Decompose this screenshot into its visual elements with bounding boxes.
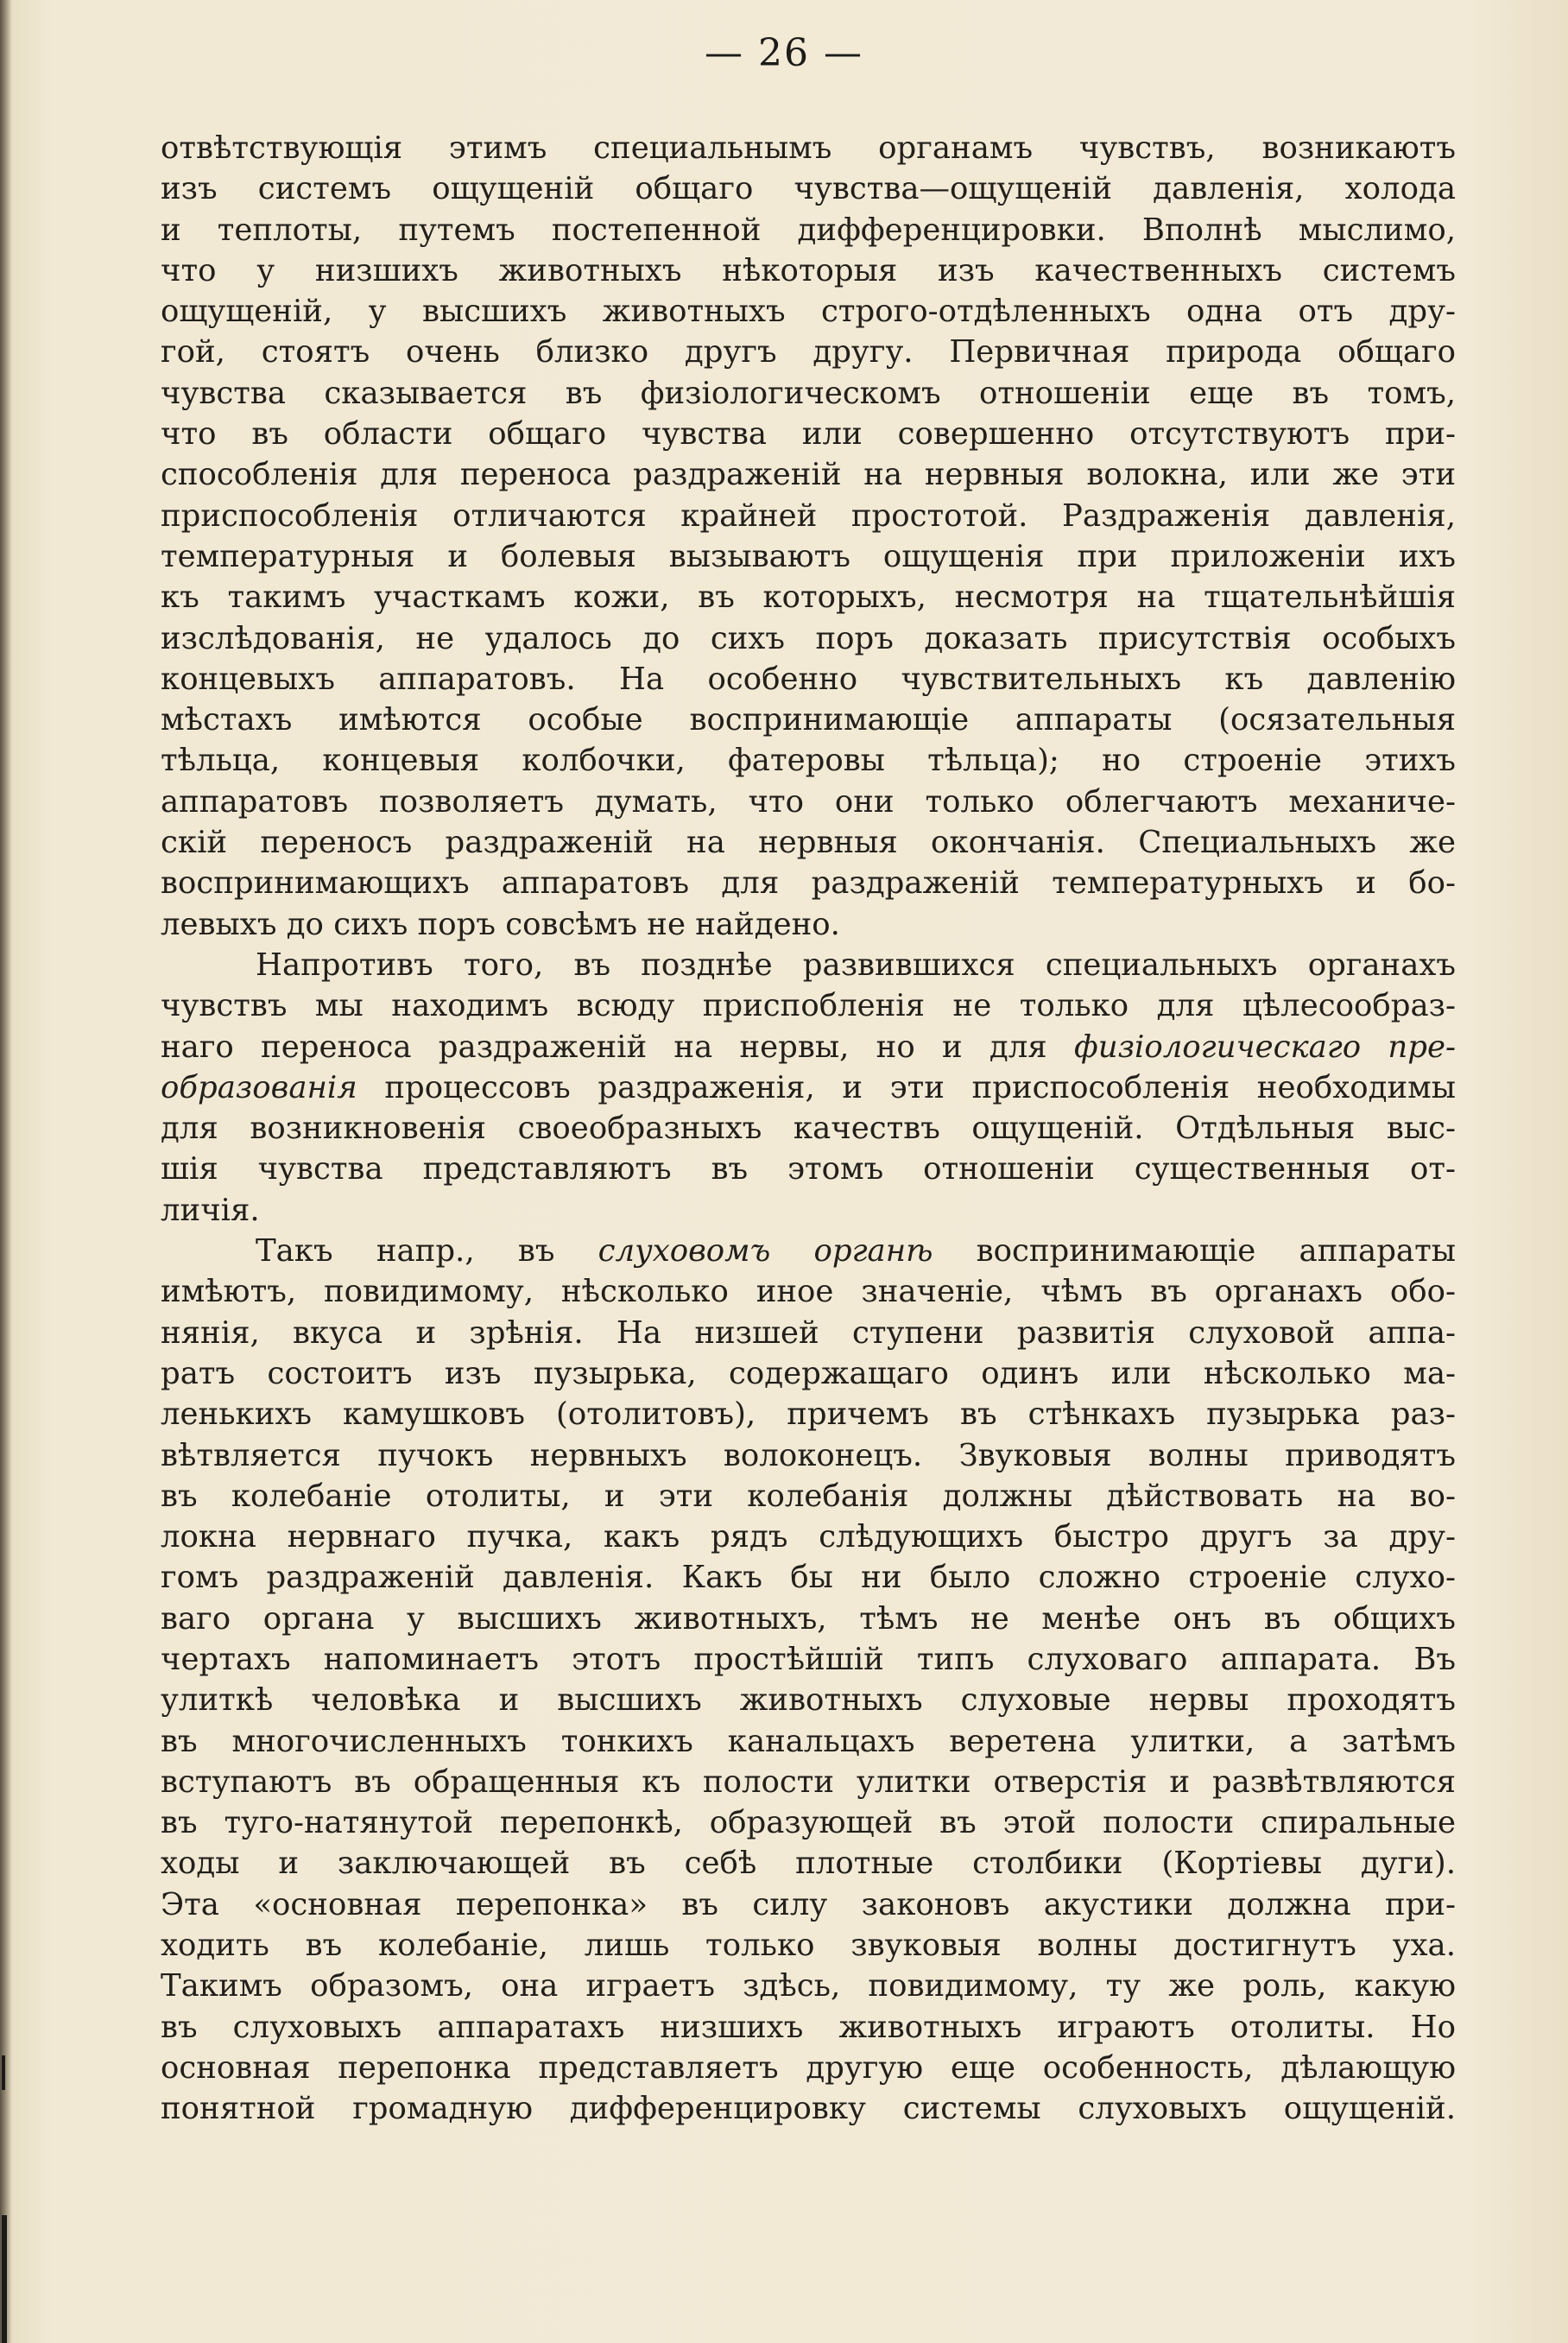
text-line: улиткѣ человѣка и высшихъ животныхъ слуховые нервы проходятъ bbox=[161, 1682, 1456, 1719]
body-text bbox=[161, 128, 1456, 2130]
binding-edge-mark bbox=[2, 2055, 5, 2090]
text-segment: Такъ напр., въ bbox=[256, 1233, 555, 1270]
text-line: въ многочисленныхъ тонкихъ канальцахъ веретена улитки, а затѣмъ bbox=[161, 1723, 1456, 1759]
text-line: шія чувства представляютъ въ этомъ отношеніи существенныя от- bbox=[161, 1151, 1456, 1187]
text-line: что въ области общаго чувства или совершенно отсутствуютъ при- bbox=[161, 416, 1456, 453]
text-line: вѣтвляется пучокъ нервныхъ волоконецъ. Звуковыя волны приводятъ bbox=[161, 1437, 1456, 1473]
text-line: концевыхъ аппаратовъ. На особенно чувствительныхъ къ давленію bbox=[161, 661, 1456, 697]
text-line: мѣстахъ имѣются особые воспринимающіе аппараты (осязательныя bbox=[161, 702, 1456, 738]
text-line: чертахъ напоминаетъ этотъ простѣйшій типъ слуховаго аппарата. Въ bbox=[161, 1641, 1456, 1677]
text-line: способленія для переноса раздраженій на нервныя волокна, или же эти bbox=[161, 457, 1456, 493]
text-line: понятной громадную дифференцировку системы слуховыхъ ощущеній. bbox=[161, 2091, 1456, 2127]
text-line: Напротивъ того, въ позднѣе развившихся специальныхъ органахъ bbox=[256, 947, 1456, 983]
text-line: левыхъ до сихъ поръ совсѣмъ не найдено. bbox=[161, 906, 840, 942]
text-line: Эта «основная перепонка» въ силу законовъ акустики должна при- bbox=[161, 1886, 1456, 1922]
text-line: гомъ раздраженій давленія. Какъ бы ни было сложно строеніе слухо- bbox=[161, 1560, 1456, 1596]
text-line bbox=[161, 1231, 1456, 1271]
page-number: — 26 — bbox=[705, 31, 863, 75]
text-line: отвѣтствующія этимъ специальнымъ органамъ чувствъ, возникаютъ bbox=[161, 130, 1456, 166]
text-line: приспособленія отличаются крайней простотой. Раздраженія давленія, bbox=[161, 497, 1456, 534]
text-line bbox=[161, 1027, 1456, 1067]
text-line: вступаютъ въ обращенныя къ полости улитки отверстія и развѣтвляются bbox=[161, 1764, 1456, 1800]
italic-phrase: образованія bbox=[161, 1069, 357, 1105]
text-line: въ туго-натянутой перепонкѣ, образующей въ этой полости спиральные bbox=[161, 1805, 1456, 1841]
text-line: температурныя и болевыя вызываютъ ощущенія при приложеніи ихъ bbox=[161, 538, 1456, 574]
binding-edge-shadow bbox=[0, 0, 12, 2343]
text-line: Такимъ образомъ, она играетъ здѣсь, повидимому, ту же роль, какую bbox=[161, 1968, 1456, 2004]
text-line: чувства сказывается въ физіологическомъ отношеніи еще въ томъ, bbox=[161, 375, 1456, 411]
text-line: изслѣдованія, не удалось до сихъ поръ доказать присутствія особыхъ bbox=[161, 620, 1456, 656]
text-line bbox=[161, 1067, 1456, 1108]
binding-edge-mark bbox=[2, 2215, 7, 2343]
text-line: ленькихъ камушковъ (отолитовъ), причемъ въ стѣнкахъ пузырька раз- bbox=[161, 1396, 1456, 1433]
text-line: аппаратовъ позволяетъ думать, что они только облегчаютъ механиче- bbox=[161, 783, 1456, 820]
text-line: что у низшихъ животныхъ нѣкоторыя изъ качественныхъ системъ bbox=[161, 252, 1456, 288]
italic-phrase: слуховомъ органѣ bbox=[597, 1233, 933, 1270]
text-line: скій переносъ раздраженій на нервныя окончанія. Специальныхъ же bbox=[161, 825, 1456, 861]
text-segment: воспринимающіе аппараты bbox=[976, 1233, 1456, 1270]
text-line: къ такимъ участкамъ кожи, въ которыхъ, несмотря на тщательнѣйшія bbox=[161, 579, 1456, 616]
text-line: нянія, вкуса и зрѣнія. На низшей ступени развитія слуховой аппа- bbox=[161, 1314, 1456, 1351]
text-line: гой, стоятъ очень близко другъ другу. Первичная природа общаго bbox=[161, 334, 1456, 370]
text-line: ваго органа у высшихъ животныхъ, тѣмъ не менѣе онъ въ общихъ bbox=[161, 1600, 1456, 1637]
text-line: основная перепонка представляетъ другую еще особенность, дѣлающую bbox=[161, 2049, 1456, 2086]
text-line: ходы и заключающей въ себѣ плотные столбики (Кортіевы дуги). bbox=[161, 1846, 1456, 1882]
text-line: личія. bbox=[161, 1192, 260, 1228]
text-line: чувствъ мы находимъ всюду приспобленія не только для цѣлесообраз- bbox=[161, 988, 1456, 1024]
text-line: локна нервнаго пучка, какъ рядъ слѣдующихъ быстро другъ за дру- bbox=[161, 1519, 1456, 1555]
text-segment: наго переноса раздраженій на нервы, но и для bbox=[161, 1029, 1047, 1065]
text-line: ощущеній, у высшихъ животныхъ строго-отдѣленныхъ одна отъ дру- bbox=[161, 294, 1456, 330]
text-line: имѣютъ, повидимому, нѣсколько иное значеніе, чѣмъ въ органахъ обо- bbox=[161, 1274, 1456, 1310]
text-line: въ слуховыхъ аппаратахъ низшихъ животныхъ играютъ отолиты. Но bbox=[161, 2009, 1456, 2045]
text-line: въ колебаніе отолиты, и эти колебанія должны дѣйствовать на во- bbox=[161, 1478, 1456, 1514]
text-line: тѣльца, концевыя колбочки, фатеровы тѣльца); но строеніе этихъ bbox=[161, 743, 1456, 779]
text-line: ходить въ колебаніе, лишь только звуковыя волны достигнутъ уха. bbox=[161, 1928, 1456, 1964]
text-line: изъ системъ ощущеній общаго чувства—ощущеній давленія, холода bbox=[161, 171, 1456, 207]
text-line: ратъ состоитъ изъ пузырька, содержащаго одинъ или нѣсколько ма- bbox=[161, 1355, 1456, 1391]
text-line: воспринимающихъ аппаратовъ для раздраженій температурныхъ и бо- bbox=[161, 865, 1456, 902]
text-segment: процессовъ раздраженія, и эти приспособленія необходимы bbox=[357, 1069, 1456, 1105]
text-line: для возникновенія своеобразныхъ качествъ ощущеній. Отдѣльныя выс- bbox=[161, 1111, 1456, 1147]
italic-phrase: физіологическаго пре- bbox=[1073, 1029, 1456, 1065]
text-line: и теплоты, путемъ постепенной дифференцировки. Вполнѣ мыслимо, bbox=[161, 212, 1456, 248]
